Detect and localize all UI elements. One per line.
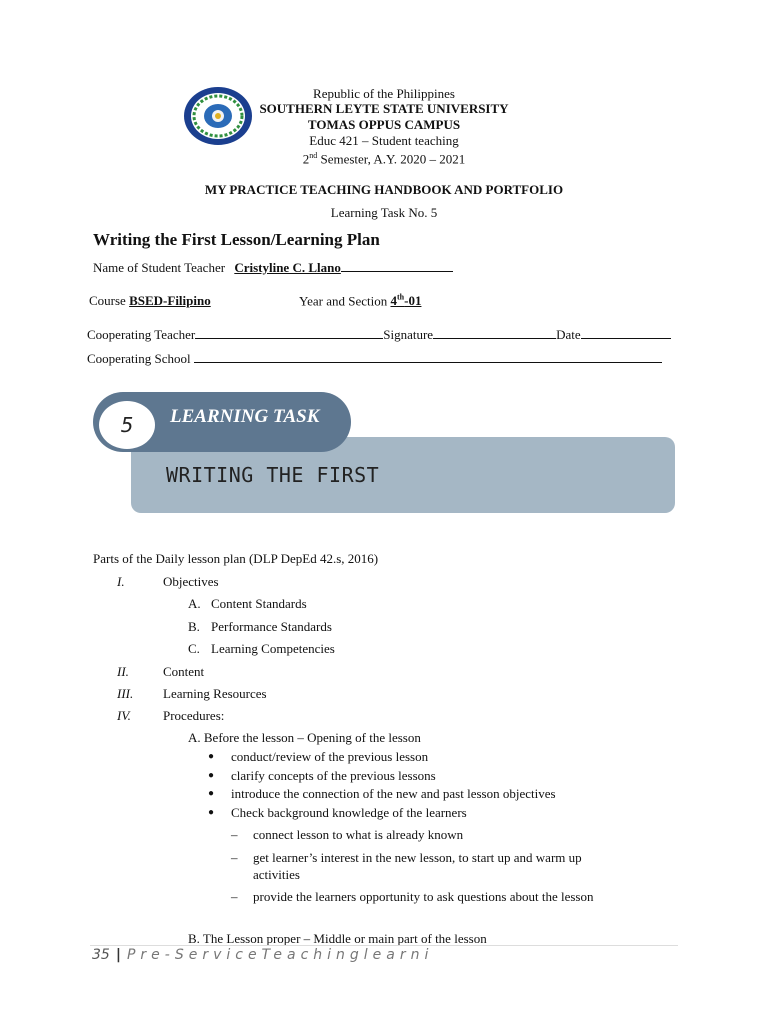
year-section-value: 4th-01 [390,293,422,309]
list-item: provide the learners opportunity to ask questions about the lesson [253,889,594,904]
list-item: introduce the connection of the new and past lesson objectives [231,786,556,801]
republic-line: Republic of the Philippines [313,86,455,101]
list-item-resources: Learning Resources [163,686,267,701]
list-item: Content Standards [211,596,307,611]
cooperating-school-label: Cooperating School [87,351,191,366]
page-footer [92,947,433,963]
list-item: Check background knowledge of the learners [231,805,467,820]
list-item: connect lesson to what is already known [253,827,464,842]
dlp-intro: Parts of the Daily lesson plan (DLP DepEd 42.s, 2016) [93,551,379,566]
list-item: get learner’s interest in the new lesson, to start up and warm up [253,850,582,865]
bullet-icon: ● [208,751,215,762]
task-number-badge: 5 [99,401,155,449]
roman-numeral: I. [117,574,125,589]
bullet-icon: ● [208,770,215,781]
bullet-icon: ● [208,807,215,818]
banner-subtitle: WRITING THE FIRST [166,463,380,487]
bullet-icon: ● [208,788,215,799]
section-title: Writing the First Lesson/Learning Plan [93,230,380,249]
page-number: 35 [92,947,110,963]
cooperating-school-row [87,350,662,367]
list-item: conduct/review of the previous lesson [231,749,429,764]
cooperating-teacher-row [87,326,671,343]
sub-letter: B. [188,619,200,634]
footer-text: Pre-ServiceTeachinglearni [126,947,434,963]
student-name-value: Cristyline C. Llano [234,260,341,275]
cooperating-teacher-line [195,326,383,339]
student-name-label: Name of Student Teacher [93,260,226,275]
cooperating-school-line [194,350,662,363]
dash-icon: – [231,827,238,842]
date-line [581,326,671,339]
dash-icon: – [231,850,238,865]
course-value: BSED-Filipino [129,293,211,308]
student-name-underline [341,259,453,272]
roman-numeral: IV. [117,708,131,723]
cooperating-teacher-label: Cooperating Teacher [87,327,196,342]
list-item: clarify concepts of the previous lessons [231,768,436,783]
procedure-a: A. Before the lesson – Opening of the lesson [188,730,421,745]
footer-divider [90,945,678,946]
learning-task-label: LEARNING TASK [170,406,320,427]
date-label: Date [556,327,581,342]
sub-letter: C. [188,641,200,656]
course-row [89,293,211,309]
campus-name: TOMAS OPPUS CAMPUS [307,117,461,132]
signature-line [433,326,556,339]
roman-numeral: III. [117,686,134,701]
list-item-procedures: Procedures: [163,708,225,723]
list-item-objectives: Objectives [163,574,219,589]
footer-separator: | [115,947,121,963]
task-number: Learning Task No. 5 [330,205,438,220]
year-section-row [299,293,421,309]
course-line: Educ 421 – Student teaching [309,133,459,148]
sub-letter: A. [188,596,201,611]
signature-label: Signature [383,327,434,342]
student-name-row [93,259,453,276]
dash-icon: – [231,889,238,904]
procedure-b: B. The Lesson proper – Middle or main part of the lesson [188,931,487,946]
list-item-continued: activities [253,867,300,882]
university-name: SOUTHERN LEYTE STATE UNIVERSITY [259,101,509,116]
handbook-title: MY PRACTICE TEACHING HANDBOOK AND PORTFOLIO [204,182,564,197]
list-item: Learning Competencies [211,641,335,656]
semester-line: 2nd Semester, A.Y. 2020 – 2021 [302,151,466,167]
course-label: Course [89,293,126,308]
roman-numeral: II. [117,664,129,679]
list-item-content: Content [163,664,205,679]
year-section-label: Year and Section [299,293,388,309]
list-item: Performance Standards [211,619,332,634]
